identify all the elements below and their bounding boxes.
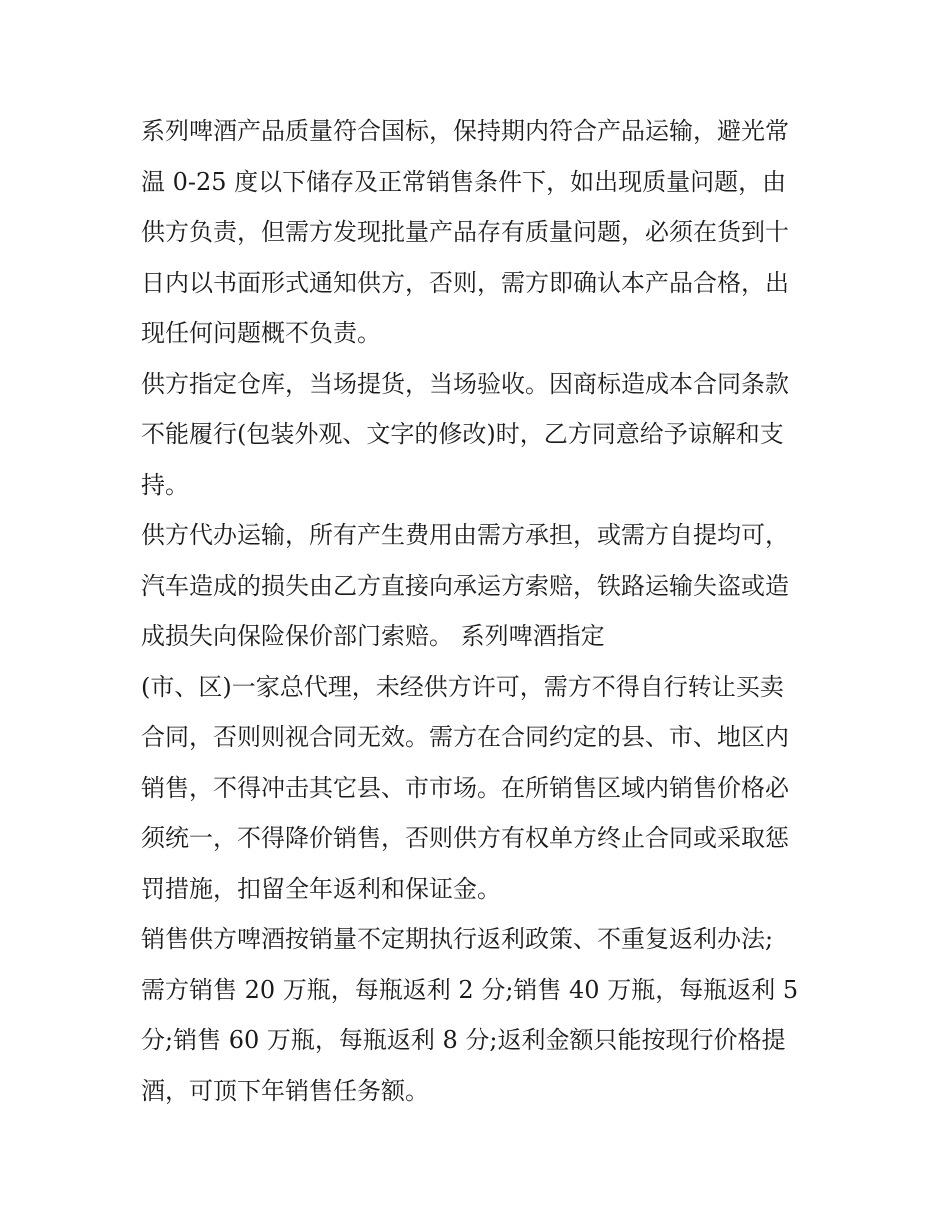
text-line: 现任何问题概不负责。: [141, 319, 381, 347]
text-line: 罚措施，扣留全年返利和保证金。: [141, 874, 501, 903]
document-body: [141, 106, 816, 1116]
text-line: 不能履行(包装外观、文字的修改)时，乙方同意给予谅解和支: [141, 420, 784, 448]
text-line: 温 0-25 度以下储存及正常销售条件下，如出现质量问题，由: [141, 167, 787, 196]
text-line: 酒，可顶下年销售任务额。: [141, 1076, 429, 1105]
text-line: 日内以书面形式通知供方，否则，需方即确认本产品合格，出: [141, 268, 789, 297]
paragraph-rebate: [141, 914, 816, 1116]
text-line: 合同，否则则视合同无效。需方在合同约定的县、市、地区内: [141, 723, 789, 751]
text-line: 成损失向保险保价部门索赔。 系列啤酒指定: [141, 622, 605, 650]
text-line: (市、区)一家总代理，未经供方许可，需方不得自行转让买卖: [141, 672, 784, 701]
paragraph-delivery: [141, 359, 816, 511]
text-line: 销售供方啤酒按销量不定期执行返利政策、不重复返利办法;: [141, 925, 774, 953]
paragraph-transport: [141, 510, 816, 662]
text-line: 供方指定仓库，当场提货，当场验收。因商标造成本合同条款: [141, 369, 789, 398]
paragraph-agency: [141, 662, 816, 915]
text-line: 供方负责，但需方发现批量产品存有质量问题，必须在货到十: [141, 218, 789, 246]
text-line: 须统一，不得降价销售，否则供方有权单方终止合同或采取惩: [141, 824, 789, 852]
text-line: 持。: [141, 470, 189, 499]
text-line: 供方代办运输，所有产生费用由需方承担，或需方自提均可，: [141, 521, 789, 549]
paragraph-quality: [141, 106, 816, 359]
text-line: 系列啤酒产品质量符合国标，保持期内符合产品运输，避光常: [141, 117, 789, 145]
text-line: 汽车造成的损失由乙方直接向承运方索赔，铁路运输失盗或造: [141, 571, 789, 600]
text-line: 分;销售 60 万瓶，每瓶返利 8 分;返利金额只能按现行价格提: [141, 1026, 786, 1054]
text-line: 销售，不得冲击其它县、市市场。在所销售区域内销售价格必: [141, 773, 789, 802]
text-line: 需方销售 20 万瓶，每瓶返利 2 分;销售 40 万瓶，每瓶返利 5: [141, 975, 799, 1004]
